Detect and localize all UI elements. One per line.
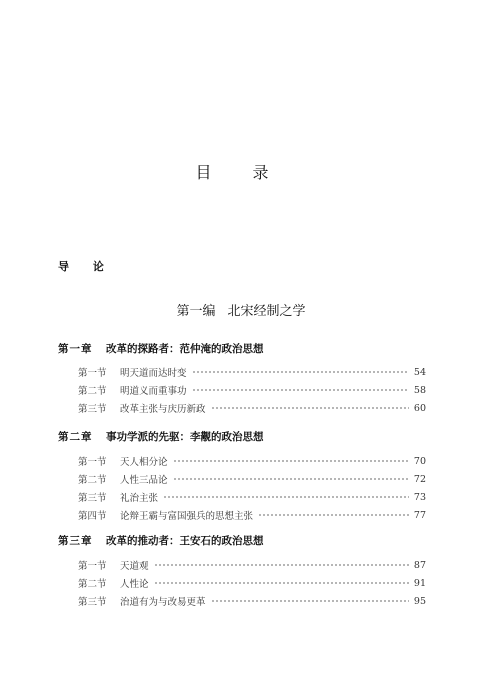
section-number: 第三节 [78,597,107,608]
section-number: 第二节 [78,386,107,397]
chapter-number: 第二章 [58,431,93,443]
section-number: 第三节 [78,493,107,504]
page-number: 70 [413,455,426,467]
dot-leader [211,600,409,602]
section-title: 人性论 [120,579,149,590]
section-title: 礼治主张 [120,493,159,504]
dot-leader [173,460,409,462]
page-title: 目 录 [195,163,287,182]
section-number: 第一节 [78,561,107,572]
page-number: 72 [413,473,426,485]
toc-entry[interactable] [78,594,426,608]
section-number: 第四节 [78,511,107,522]
page-number: 91 [413,577,426,589]
dot-leader [163,496,409,498]
dot-leader [211,407,409,409]
dot-leader [173,478,409,480]
page-number: 77 [413,509,426,521]
toc-entry[interactable] [78,508,426,522]
toc-entry[interactable] [78,454,426,468]
section-title: 论辩王霸与富国强兵的思想主张 [120,511,254,522]
page-number: 60 [413,402,426,414]
section-title: 明道义而重事功 [120,386,187,397]
part-number: 第一编 [176,304,216,319]
section-number: 第三节 [78,404,107,415]
page-number: 54 [413,366,426,378]
section-number: 第二节 [78,579,107,590]
chapter-heading [58,341,264,356]
toc-entry[interactable] [78,383,426,397]
dot-leader [258,514,409,516]
chapter-title: 事功学派的先驱：李觏的政治思想 [106,431,264,443]
chapter-heading [58,533,264,548]
chapter-title: 改革的推动者：王安石的政治思想 [106,535,264,547]
dot-leader [192,371,409,373]
part-heading [0,300,482,319]
toc-entry[interactable] [78,472,426,486]
page-number: 95 [413,595,426,607]
chapter-heading [58,429,264,444]
section-title: 人性三品论 [120,475,168,486]
chapter-number: 第三章 [58,535,93,547]
page-number: 87 [413,559,426,571]
part-title: 北宋经制之学 [227,304,306,319]
toc-entry[interactable] [78,576,426,590]
section-title: 明天道而达时变 [120,368,187,379]
intro-heading: 导 论 [58,260,114,273]
dot-leader [192,389,409,391]
toc-entry[interactable] [78,490,426,504]
toc-entry[interactable] [78,558,426,572]
chapter-title: 改革的探路者：范仲淹的政治思想 [106,343,264,355]
section-title: 改革主张与庆历新政 [120,404,206,415]
toc-entry[interactable] [78,401,426,415]
section-title: 治道有为与改易更革 [120,597,206,608]
toc-entry[interactable] [78,365,426,379]
chapter-number: 第一章 [58,343,93,355]
page-number: 73 [413,491,426,503]
section-title: 天道观 [120,561,149,572]
dot-leader [154,564,409,566]
section-number: 第一节 [78,368,107,379]
dot-leader [154,582,409,584]
page-number: 58 [413,384,426,396]
section-title: 天人相分论 [120,457,168,468]
section-number: 第一节 [78,457,107,468]
section-number: 第二节 [78,475,107,486]
